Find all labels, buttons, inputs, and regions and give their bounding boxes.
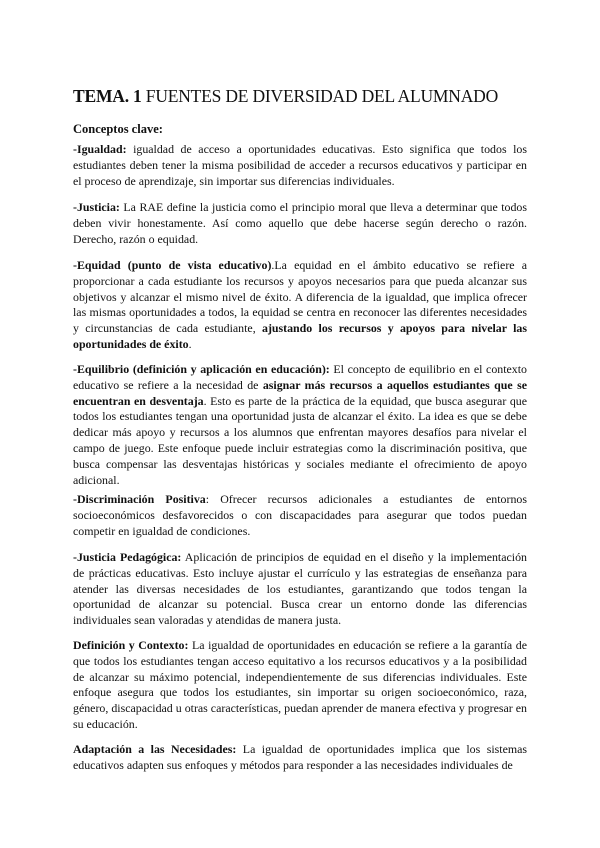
text-definicion-contexto: La igualdad de oportunidades en educación se refiere a la garantía de que todos los estudiantes tengan acceso equitativo a los recursos educativos y a la posibilidad de alcanzar su máximo potencial, independientemente de sus diferencias individuales. Este enfoque asegura que todos los estudiantes, sin importar su origen socioeconómico, raza, género, discapacidad u otras características, puedan aprender de manera efectiva y progresar en su educación. [73,638,527,731]
emphasis-equidad: ajustando los recursos y apoyos para nivelar las oportunidades de éxito [73,321,527,351]
term-equilibrio: -Equilibrio (definición y aplicación en educación): [73,362,330,376]
text-discriminacion-positiva: : Ofrecer recursos adicionales a estudiantes de entornos socioeconómicos desfavorecidos o con discapacidades para asegurar que todos puedan competir en igualdad de condiciones. [73,492,527,538]
paragraph-adaptacion-necesidades [73,742,527,774]
text-justicia: La RAE define la justicia como el principio moral que lleva a determinar que todos deben vivir honestamente. Así como aquello que debe hacerse según derecho o razón. Derecho, razón o equidad. [73,200,527,246]
term-igualdad: -Igualdad: [73,142,127,156]
paragraph-equilibrio [73,362,527,488]
paragraph-igualdad [73,142,527,189]
term-definicion-contexto: Definición y Contexto: [73,638,189,652]
term-justicia-pedagogica: -Justicia Pedagógica: [73,550,182,564]
title-number: TEMA. 1 [73,86,142,106]
paragraph-justicia [73,200,527,247]
text-justicia-pedagogica: Aplicación de principios de equidad en el diseño y la implementación de prácticas educativas. Esto incluye ajustar el currículo y las estrategias de enseñanza para atender las diversas necesidades de los estudiantes, garantizando que todos tengan la oportunidad de alcanzar su potencial. Busca crear un entorno donde las diferencias individuales sean valoradas y atendidas de manera justa. [73,550,527,628]
term-adaptacion-necesidades: Adaptación a las Necesidades: [73,742,237,756]
paragraph-equidad [73,258,527,353]
term-discriminacion-positiva: -Discriminación Positiva [73,492,206,506]
text-equilibrio-end: . Esto es parte de la práctica de la equidad, que busca asegurar que todos los estudiantes tengan una oportunidad justa de alcanzar el éxito. La idea es que se debe dedicar más apoyo y recursos a los alumnos que enfrentan mayores desafíos para nivelar el campo de juego. Este enfoque puede incluir estrategias como la discriminación positiva, que busca compensar las desventajas históricas y sociales mediante el ofrecimiento de apoyo adicional. [73,393,528,487]
term-equidad: -Equidad (punto de vista educativo) [73,258,272,272]
emphasis-equilibrio: asignar más recursos a aquellos estudiantes que se encuentran en desventaja [73,377,527,408]
page-title [73,86,527,106]
paragraph-justicia-pedagogica [73,550,527,629]
text-equidad: .La equidad en el ámbito educativo se refiere a proporcionar a cada estudiante los recursos y apoyos necesarios para que pueda alcanzar sus objetivos y alcanzar el mismo nivel de éxito. A diferencia de la igualdad, que implica ofrecer las mismas oportunidades a todos, la equidad se centra en reconocer las diferentes necesidades y circunstancias de cada estudiante, [73,258,527,336]
text-equilibrio: El concepto de equilibrio en el contexto educativo se refiere a la necesidad de [73,362,527,392]
key-concepts-heading: Conceptos clave: [73,122,163,136]
term-justicia: -Justicia: [73,200,120,214]
text-equidad-end: . [188,336,192,351]
paragraph-definicion-contexto [73,638,527,733]
paragraph-discriminacion-positiva [73,492,527,539]
title-text: FUENTES DE DIVERSIDAD DEL ALUMNADO [141,86,499,106]
text-igualdad: igualdad de acceso a oportunidades educativas. Esto significa que todos los estudiantes deben tener la misma posibilidad de acceder a recursos educativos y participar en el proceso de aprendizaje, sin importar sus diferencias individuales. [73,142,527,188]
text-adaptacion-necesidades: La igualdad de oportunidades implica que los sistemas educativos adapten sus enfoques y métodos para responder a las necesidades individuales de [73,742,527,772]
